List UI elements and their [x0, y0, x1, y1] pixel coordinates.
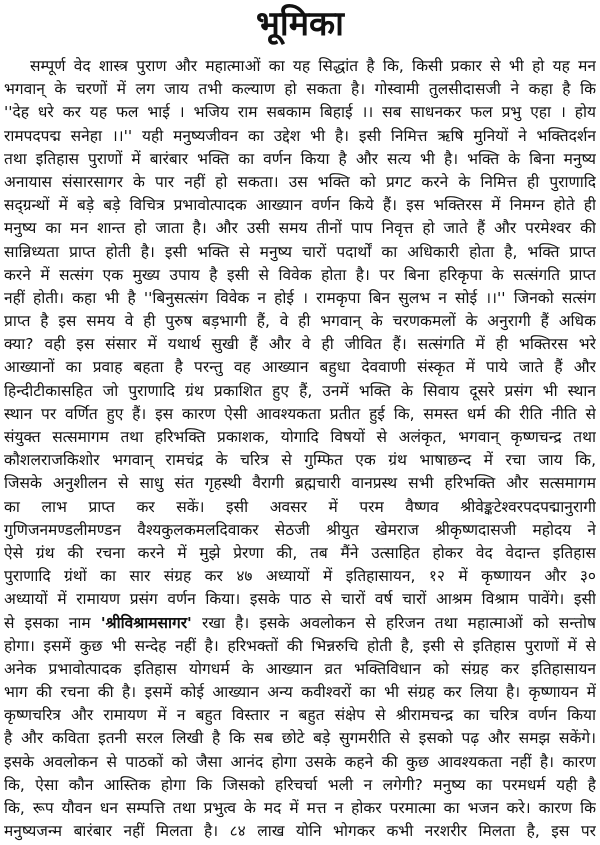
text-line: संयुक्त सत्समागम तथा हरिभक्ति प्रकाशक, योगादि विषयों से अलंकृत, भगवान् कृष्णचन्द्र तथा — [4, 428, 596, 446]
text-line: सम्पूर्ण वेद शास्त्र पुराण और महात्माओं का यह सिद्धांत है कि, किसी प्रकार से भी हो यह मन — [30, 57, 596, 75]
text-line: करने में सत्संग एक मुख्य उपाय है इसी से विवेक होता है। पर बिना हरिकृपा के सत्संगति प्राप्त — [4, 265, 596, 284]
text-line: कौशलराजकिशोर भगवान् रामचंद्र के चरित्र से गुम्फित एक ग्रंथ भाषाछन्द में रचा जाय कि, — [4, 451, 596, 470]
text-line: अनेक प्रभावोत्पादक इतिहास योगधर्म के आख्यान व्रत भक्तिविधान को संग्रह कर इतिहासायन — [4, 659, 596, 678]
text-line: हिन्दीटीकासहित जो पुराणादि ग्रंथ प्रकाशित हुए हैं, उनमें भक्ति के सिवाय दूसरे प्रसंग भी स्थान — [4, 381, 596, 400]
text-line: भाग की रचना की है। इसमें कोई आख्यान अन्य कवीश्वरों का भी संग्रह कर लिया है। कृष्णायन में — [4, 683, 596, 702]
text-line: जिसके अनुशीलन से साधु संत गृहस्थी वैरागी ब्रह्मचारी वानप्रस्थ सभी हरिभक्ति और सत्समागम — [4, 474, 596, 493]
text-line: प्राप्त है इस समय वे ही पुरुष बड़भागी हैं, वे ही भगवान् के चरणकमलों के अनुरागी हैं अधिक — [4, 312, 596, 331]
text-line: मनुष्य का मन शान्त हो जाता है। और उसी समय तीनों पाप निवृत्त हो जाते हैं और परमेश्वर की — [4, 219, 596, 238]
text-line: स्थान पर वर्णित हुए हैं। इस कारण ऐसी आवश्यकता प्रतीत हुई कि, समस्त धर्म की रीति नीति से — [4, 404, 596, 423]
text-line: इसके अवलोकन से पाठकों को जैसा आनंद होगा उसके कहने की कुछ आवश्यकता नहीं है। कारण — [4, 752, 596, 771]
text-line: ऐसे ग्रंथ की रचना करने में मुझे प्रेरणा की, तब मैंने उत्साहित होकर वेद वेदान्त इतिहास — [4, 543, 596, 562]
text-line: कि, रूप यौवन धन सम्पत्ति तथा प्रभुत्व के मद में मत्त न होकर परमात्मा का भजन करे। कारण कि — [4, 799, 596, 817]
text-line: मनुष्यजन्म बारंबार नहीं मिलता है। ८४ लाख योनि भोगकर कभी नरशरीर मिलता है, इस पर — [4, 822, 596, 841]
text-line: ''देह धरे कर यह फल भाई । भजिय राम सबकाम बिहाई ।। सब साधनकर फल प्रभु एहा । होय — [4, 103, 596, 122]
text-line: कृष्णचरित्र और रामायण में न बहुत विस्तार न बहुत संक्षेप से श्रीरामचन्द्र का चरित्र वर्णन किया — [4, 706, 596, 725]
paragraph-lines-bottom — [4, 635, 596, 844]
text-line: सान्निध्यता प्राप्त होती है। इसी भक्ति से मनुष्य चारों पदार्थों का अधिकारी होता है, भक्ति प्राप्त — [4, 242, 596, 261]
text-line: रामपदपद्म सनेहा ।।'' यही मनुष्यजीवन का उद्देश भी है। इसी निमित्त ऋषि मुनियों ने भक्तिदर्शन — [4, 126, 596, 145]
text-segment: से इसका नाम — [4, 613, 101, 632]
text-line: क्या? वही इस संसार में यथार्थ सुखी हैं और वे ही जीवित हैं। सत्संगति में ही भक्तिरस भरे — [4, 335, 596, 354]
text-line — [4, 612, 596, 635]
page-title: भूमिका — [256, 4, 344, 44]
text-line: अध्यायों में रामायण प्रसंग वर्णन किया। इसके पाठ से चारों वर्ष चारों आश्रम विश्राम पावेंगे। इसी — [4, 590, 596, 609]
text-line: है और कविता इतनी सरल लिखी है कि सब छोटे बड़े सुगमरीति से इसको पढ़ और समझ सकेंगे। — [4, 729, 596, 748]
body-text — [4, 55, 596, 843]
text-line: अनायास संसारसागर के पार नहीं हो सकता। उस भक्ति को प्रगट करने के निमित्त ही पुराणादि — [4, 172, 596, 191]
text-line: होगा। इसमें कुछ भी सन्देह नहीं है। हरिभक्तों की भिन्नरुचि होती है, इसी से इतिहास पुराणों में से — [4, 636, 596, 655]
text-segment: रखा है। इसके अवलोकन से हरिजन तथा महात्माओं को सन्तोष — [191, 613, 596, 632]
text-line: आख्यानों का प्रवाह बहता है परन्तु वह आख्यान बहुधा देववाणी संस्कृत में पाये जाते हैं और — [4, 358, 596, 377]
text-line: सद्ग्रन्थों में बड़े बड़े विचित्र प्रभावोत्पादक आख्यान वर्णन किये हैं। इस भक्तिरस में निमग्न होते ही — [4, 196, 596, 215]
text-line: का लाभ प्राप्त कर सकें। इसी अवसर में परम वैष्णव श्रीवेङ्कटेश्वरपदपद्मानुरागी — [4, 497, 596, 516]
text-line: नहीं होती। कहा भी है ''बिनुसत्संग विवेक न होई । रामकृपा बिन सुलभ न सोई ।।'' जिनको सत्संग — [4, 288, 596, 307]
text-line: पुराणादि ग्रंथों का सार संग्रह कर ४७ अध्यायों में इतिहासायन, १२ में कृष्णायन और ३० — [4, 567, 596, 586]
text-line: तथा इतिहास पुराणों में बारंबार भक्ति का वर्णन किया है और सत्य भी है। भक्ति के बिना मनुष्य — [4, 149, 596, 168]
text-line: भगवान् के चरणों में लग जाय तभी कल्याण हो सकता है। गोस्वामी तुलसीदासजी ने कहा है कि — [4, 80, 596, 99]
book-title-bold: 'श्रीविश्रामसागर' — [100, 613, 192, 632]
paragraph-lines-top — [4, 55, 596, 612]
text-line: गुणिजनमण्डलीमण्डन वैश्यकुलकमलदिवाकर सेठजी श्रीयुत खेमराज श्रीकृष्णदासजी महोदय ने — [4, 520, 596, 539]
text-line: कि, ऐसा कौन आस्तिक होगा कि जिसको हरिचर्चा भली न लगेगी? मनुष्य का परमधर्म यही है — [4, 775, 596, 794]
